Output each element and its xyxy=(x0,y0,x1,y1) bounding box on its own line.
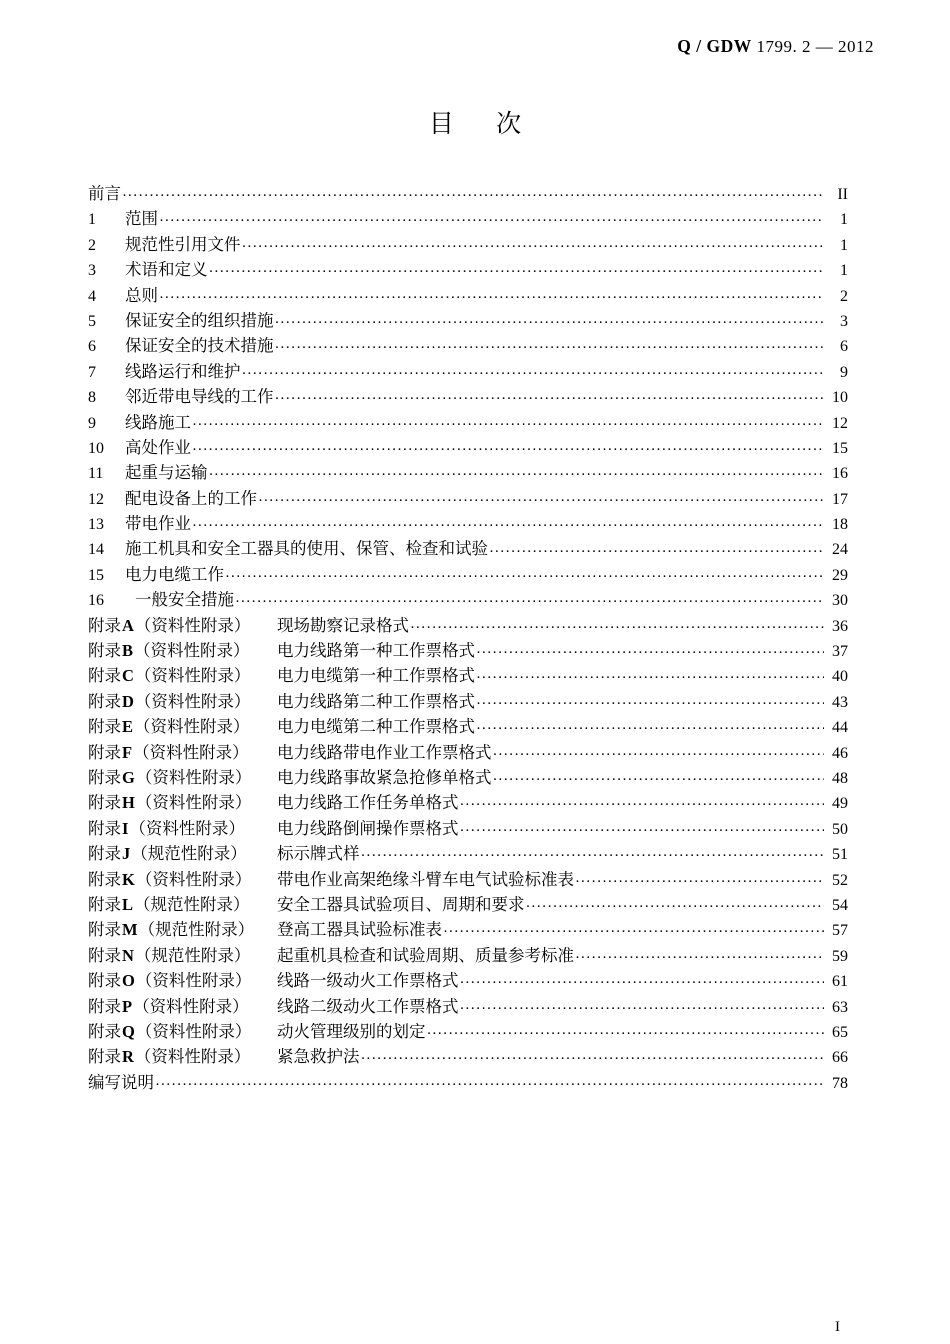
toc-entry-chapter[interactable] xyxy=(88,308,848,333)
leader-dots xyxy=(192,412,824,429)
toc-entry-label: 起重与运输 xyxy=(125,463,208,483)
toc-entry-label: 线路一级动火工作票格式 xyxy=(277,971,459,991)
appendix-prefix: 附录 xyxy=(88,1021,121,1041)
toc-entry-label: 术语和定义 xyxy=(125,260,208,280)
toc-entry-chapter[interactable] xyxy=(88,232,848,257)
toc-entry-label: 范围 xyxy=(125,209,158,229)
toc-entry-label: 电力线路事故紧急抢修单格式 xyxy=(277,767,492,787)
leader-dots xyxy=(460,818,825,835)
appendix-kind: （资料性附录） xyxy=(135,1021,252,1041)
appendix-kind: （资料性附录） xyxy=(134,717,250,737)
leader-dots xyxy=(493,767,825,784)
toc-entry-page: 43 xyxy=(832,693,848,711)
toc-entry-page: 36 xyxy=(832,617,848,635)
toc-entry-label: 总则 xyxy=(125,285,158,305)
toc-entry-appendix[interactable] xyxy=(88,867,848,892)
toc-entry-label: 起重机具检查和试验周期、质量参考标准 xyxy=(277,945,574,965)
appendix-kind: （资料性附录） xyxy=(135,971,252,991)
toc-entry-appendix[interactable] xyxy=(88,1044,848,1069)
toc-entry-chapter[interactable] xyxy=(88,562,848,587)
toc-entry-chapter[interactable] xyxy=(88,511,848,536)
toc-entry-number: 12 xyxy=(88,490,104,508)
toc-chapter-list xyxy=(88,206,848,612)
toc-entry-appendix[interactable] xyxy=(88,714,848,739)
toc-entry-appendix[interactable] xyxy=(88,790,848,815)
leader-dots xyxy=(242,234,825,251)
toc-entry-page: 1 xyxy=(840,262,848,280)
page-footer xyxy=(0,1319,840,1336)
toc-entry-label: 邻近带电导线的工作 xyxy=(125,387,274,407)
appendix-kind: （资料性附录） xyxy=(135,793,252,813)
appendix-letter: P xyxy=(122,996,133,1016)
toc-entry-label: 登高工器具试验标准表 xyxy=(277,920,442,940)
leader-dots xyxy=(192,513,824,530)
appendix-prefix: 附录 xyxy=(88,945,121,965)
toc-entry-label: 一般安全措施 xyxy=(135,590,234,610)
leader-dots xyxy=(427,1021,825,1038)
leader-dots xyxy=(209,462,825,479)
appendix-letter: D xyxy=(122,691,134,711)
leader-dots xyxy=(275,310,825,327)
appendix-kind: （规范性附录） xyxy=(134,894,250,914)
appendix-kind: （规范性附录） xyxy=(138,920,255,940)
toc-entry-page: 18 xyxy=(832,516,848,534)
toc-entry-label: 电力电缆第一种工作票格式 xyxy=(277,666,475,686)
toc-entry-page: 2 xyxy=(840,287,848,305)
toc-entry-appendix[interactable] xyxy=(88,968,848,993)
appendix-prefix: 附录 xyxy=(88,844,121,864)
toc-entry-appendix[interactable] xyxy=(88,917,848,942)
toc-entry-page: 54 xyxy=(832,896,848,914)
appendix-prefix: 附录 xyxy=(88,818,121,838)
toc-entry-label: 电力线路倒闸操作票格式 xyxy=(277,818,459,838)
toc-entry-label: 规范性引用文件 xyxy=(125,234,241,254)
appendix-letter: R xyxy=(122,1047,134,1067)
appendix-letter: K xyxy=(122,869,135,889)
toc-entry-number: 10 xyxy=(88,439,104,457)
appendix-kind: （资料性附录） xyxy=(129,818,245,838)
page-title: 目 次 xyxy=(428,111,540,138)
toc-entry-page: 29 xyxy=(832,566,848,584)
footer-page-number: I xyxy=(835,1319,840,1335)
toc-entry-appendix[interactable] xyxy=(88,613,848,638)
appendix-letter: Q xyxy=(122,1021,135,1041)
appendix-prefix: 附录 xyxy=(88,894,121,914)
appendix-letter: F xyxy=(122,742,133,762)
appendix-prefix: 附录 xyxy=(88,742,121,762)
toc-entry-appendix-tag xyxy=(88,790,277,815)
leader-dots xyxy=(575,945,824,962)
toc-entry-page: 65 xyxy=(832,1023,848,1041)
leader-dots xyxy=(476,691,824,708)
toc-entry-page: 17 xyxy=(832,490,848,508)
toc-entry-number: 8 xyxy=(88,389,96,407)
toc-entry-page: 48 xyxy=(832,769,848,787)
toc-entry-preface[interactable] xyxy=(88,181,848,206)
appendix-prefix: 附录 xyxy=(88,666,121,686)
toc-entry-label: 电力电缆第二种工作票格式 xyxy=(277,717,475,737)
leader-dots xyxy=(443,919,824,936)
toc-entry-appendix-tag xyxy=(88,740,277,765)
toc-entry-appendix-tag xyxy=(88,841,277,866)
toc-entry-number: 7 xyxy=(88,363,96,381)
appendix-kind: （资料性附录） xyxy=(134,1047,251,1067)
toc-entry-page: 59 xyxy=(832,947,848,965)
leader-dots xyxy=(526,894,825,911)
toc-entry-appendix[interactable] xyxy=(88,689,848,714)
appendix-prefix: 附录 xyxy=(88,1047,121,1067)
toc-entry-appendix-tag xyxy=(88,689,277,714)
leader-dots xyxy=(460,996,825,1013)
toc-entry-chapter[interactable] xyxy=(88,587,848,612)
appendix-prefix: 附录 xyxy=(88,767,121,787)
toc-entry-label: 安全工器具试验项目、周期和要求 xyxy=(277,894,525,914)
appendix-prefix: 附录 xyxy=(88,971,121,991)
appendix-letter: L xyxy=(122,894,134,914)
toc-appendix-list xyxy=(88,613,848,1070)
toc-entry-chapter[interactable] xyxy=(88,384,848,409)
toc-entry-appendix[interactable] xyxy=(88,1019,848,1044)
toc-entry-page: 10 xyxy=(832,389,848,407)
toc-entry-label: 带电作业高架绝缘斗臂车电气试验标准表 xyxy=(277,869,574,889)
appendix-kind: （资料性附录） xyxy=(135,869,252,889)
standard-code: Q / GDW xyxy=(677,36,752,56)
toc-entry-label: 电力线路第一种工作票格式 xyxy=(277,641,475,661)
toc-entry-number: 11 xyxy=(88,465,104,483)
toc-entry-label: 线路施工 xyxy=(125,412,191,432)
toc-entry-label: 动火管理级别的划定 xyxy=(277,1021,426,1041)
leader-dots xyxy=(275,335,825,352)
appendix-kind: （资料性附录） xyxy=(133,742,249,762)
toc-entry-chapter[interactable] xyxy=(88,486,848,511)
leader-dots xyxy=(155,1072,824,1089)
appendix-kind: （资料性附录） xyxy=(134,691,251,711)
appendix-kind: （资料性附录） xyxy=(134,666,251,686)
toc-entry-label: 电力线路带电作业工作票格式 xyxy=(277,742,492,762)
toc-entry-appendix[interactable] xyxy=(88,663,848,688)
toc-entry-number: 3 xyxy=(88,262,96,280)
appendix-letter: O xyxy=(122,971,135,991)
leader-dots xyxy=(122,183,824,200)
appendix-kind: （规范性附录） xyxy=(134,945,251,965)
toc-entry-number: 16 xyxy=(88,592,104,610)
toc-entry-page: 24 xyxy=(832,541,848,559)
toc-entry-appendix-tag xyxy=(88,638,277,663)
appendix-prefix: 附录 xyxy=(88,793,121,813)
leader-dots xyxy=(209,259,825,276)
leader-dots xyxy=(460,792,825,809)
leader-dots xyxy=(159,285,824,302)
toc-entry-chapter[interactable] xyxy=(88,536,848,561)
leader-dots xyxy=(235,589,824,606)
toc-entry-page: 3 xyxy=(840,312,848,330)
appendix-letter: G xyxy=(122,767,135,787)
leader-dots xyxy=(361,843,825,860)
toc-entry-page: 78 xyxy=(832,1074,848,1092)
leader-dots xyxy=(225,564,824,581)
appendix-letter: H xyxy=(122,793,135,813)
toc-entry-appendix-tag xyxy=(88,968,277,993)
toc-entry-page: 66 xyxy=(832,1049,848,1067)
toc-entry-appendix-tag xyxy=(88,1044,277,1069)
toc-entry-chapter[interactable] xyxy=(88,359,848,384)
toc-entry-appendix-tag xyxy=(88,867,277,892)
leader-dots xyxy=(361,1046,825,1063)
leader-dots xyxy=(410,615,824,632)
toc-entry-number: 2 xyxy=(88,236,96,254)
toc-entry-chapter[interactable] xyxy=(88,283,848,308)
leader-dots xyxy=(275,386,825,403)
appendix-kind: （规范性附录） xyxy=(131,844,247,864)
leader-dots xyxy=(476,665,824,682)
appendix-prefix: 附录 xyxy=(88,615,121,635)
toc-entry-chapter[interactable] xyxy=(88,435,848,460)
toc-entry-page: 46 xyxy=(832,744,848,762)
appendix-letter: I xyxy=(122,818,129,838)
toc-entry-page: 61 xyxy=(832,973,848,991)
leader-dots xyxy=(476,640,824,657)
toc-entry-number: 4 xyxy=(88,287,96,305)
toc-entry-label: 保证安全的技术措施 xyxy=(125,336,274,356)
toc-entry-appendix[interactable] xyxy=(88,765,848,790)
toc-entry-appendix[interactable] xyxy=(88,943,848,968)
toc-entry-page: 63 xyxy=(832,998,848,1016)
toc-entry-chapter[interactable] xyxy=(88,333,848,358)
leader-dots xyxy=(192,437,824,454)
toc-entry-number: 1 xyxy=(88,211,96,229)
toc-entry-appendix-tag xyxy=(88,765,277,790)
appendix-prefix: 附录 xyxy=(88,717,121,737)
toc-entry-page: 30 xyxy=(832,592,848,610)
leader-dots xyxy=(476,716,824,733)
toc-entry-label: 编写说明 xyxy=(88,1072,154,1092)
toc-entry-page: 6 xyxy=(840,338,848,356)
toc-entry-label: 前言 xyxy=(88,184,121,203)
toc-entry-page: 51 xyxy=(832,846,848,864)
toc-entry-page: 1 xyxy=(840,211,848,229)
toc-entry-label: 施工机具和安全工器具的使用、保管、检查和试验 xyxy=(125,539,488,559)
toc-entry-label: 电力电缆工作 xyxy=(125,564,224,584)
toc-entry-appendix-tag xyxy=(88,663,277,688)
appendix-prefix: 附录 xyxy=(88,641,121,661)
toc-entry-page: 44 xyxy=(832,719,848,737)
toc-entry-appendix-tag xyxy=(88,1019,277,1044)
toc-entry-label: 紧急救护法 xyxy=(277,1047,360,1067)
appendix-kind: （资料性附录） xyxy=(133,996,249,1016)
toc-entry-chapter[interactable] xyxy=(88,206,848,231)
toc-entry-appendix-tag xyxy=(88,714,277,739)
appendix-letter: J xyxy=(122,844,131,864)
toc-entry-page: 49 xyxy=(832,795,848,813)
toc-entry-label: 现场勘察记录格式 xyxy=(277,615,409,635)
toc-entry-appendix[interactable] xyxy=(88,816,848,841)
toc-entry-label: 电力线路第二种工作票格式 xyxy=(277,691,475,711)
toc-entry-chapter[interactable] xyxy=(88,460,848,485)
toc-entry-number: 14 xyxy=(88,541,104,559)
toc-entry-appendix-tag xyxy=(88,917,277,942)
appendix-letter: N xyxy=(122,945,134,965)
toc-entry-page: 40 xyxy=(832,668,848,686)
toc-entry-page: 9 xyxy=(840,363,848,381)
toc-entry-page: II xyxy=(837,186,848,203)
toc-entry-label: 保证安全的组织措施 xyxy=(125,310,274,330)
toc-entry-page: 50 xyxy=(832,820,848,838)
toc-entry-page: 1 xyxy=(840,236,848,254)
appendix-prefix: 附录 xyxy=(88,691,121,711)
toc-entry-appendix[interactable] xyxy=(88,994,848,1019)
toc-entry-number: 13 xyxy=(88,516,104,534)
toc-entry-page: 57 xyxy=(832,922,848,940)
toc-entry-appendix-tag xyxy=(88,816,277,841)
toc-entry-label: 配电设备上的工作 xyxy=(125,488,257,508)
toc-entry-number: 15 xyxy=(88,566,104,584)
toc-entry-appendix-tag xyxy=(88,613,277,638)
leader-dots xyxy=(460,970,825,987)
toc-entry-appendix-tag xyxy=(88,943,277,968)
appendix-prefix: 附录 xyxy=(88,996,121,1016)
appendix-letter: A xyxy=(122,615,134,635)
toc-entry-appendix-tag xyxy=(88,994,277,1019)
toc-entry-chapter[interactable] xyxy=(88,410,848,435)
leader-dots xyxy=(242,361,825,378)
toc-entry-label: 带电作业 xyxy=(125,514,191,534)
appendix-letter: E xyxy=(122,717,134,737)
toc-entry-appendix[interactable] xyxy=(88,841,848,866)
toc-entry-appendix[interactable] xyxy=(88,740,848,765)
toc-entry-page: 15 xyxy=(832,439,848,457)
table-of-contents xyxy=(88,181,848,1095)
toc-entry-page: 52 xyxy=(832,871,848,889)
leader-dots xyxy=(489,538,824,555)
toc-entry-chapter[interactable] xyxy=(88,257,848,282)
leader-dots xyxy=(159,208,824,225)
appendix-letter: B xyxy=(122,641,134,661)
leader-dots xyxy=(493,742,825,759)
toc-entry-appendix[interactable] xyxy=(88,892,848,917)
toc-entry-page: 16 xyxy=(832,465,848,483)
toc-entry-closing[interactable] xyxy=(88,1070,848,1095)
toc-entry-label: 电力线路工作任务单格式 xyxy=(277,793,459,813)
toc-entry-appendix-tag xyxy=(88,892,277,917)
toc-entry-label: 线路运行和维护 xyxy=(125,361,241,381)
appendix-kind: （资料性附录） xyxy=(135,767,252,787)
standard-number: 1799. 2 — 2012 xyxy=(756,37,874,56)
toc-entry-number: 6 xyxy=(88,338,96,356)
appendix-letter: C xyxy=(122,666,134,686)
toc-entry-page: 37 xyxy=(832,643,848,661)
toc-entry-number: 5 xyxy=(88,312,96,330)
toc-entry-label: 标示牌式样 xyxy=(277,844,360,864)
appendix-letter: M xyxy=(122,920,138,940)
appendix-kind: （资料性附录） xyxy=(134,641,250,661)
toc-entry-number: 9 xyxy=(88,414,96,432)
toc-entry-appendix[interactable] xyxy=(88,638,848,663)
page-header xyxy=(0,36,874,57)
leader-dots xyxy=(575,869,824,886)
appendix-kind: （资料性附录） xyxy=(134,615,251,635)
toc-entry-label: 线路二级动火工作票格式 xyxy=(277,996,459,1016)
leader-dots xyxy=(258,488,824,505)
appendix-prefix: 附录 xyxy=(88,920,121,940)
appendix-prefix: 附录 xyxy=(88,869,121,889)
toc-entry-label: 高处作业 xyxy=(125,437,191,457)
toc-entry-page: 12 xyxy=(832,414,848,432)
